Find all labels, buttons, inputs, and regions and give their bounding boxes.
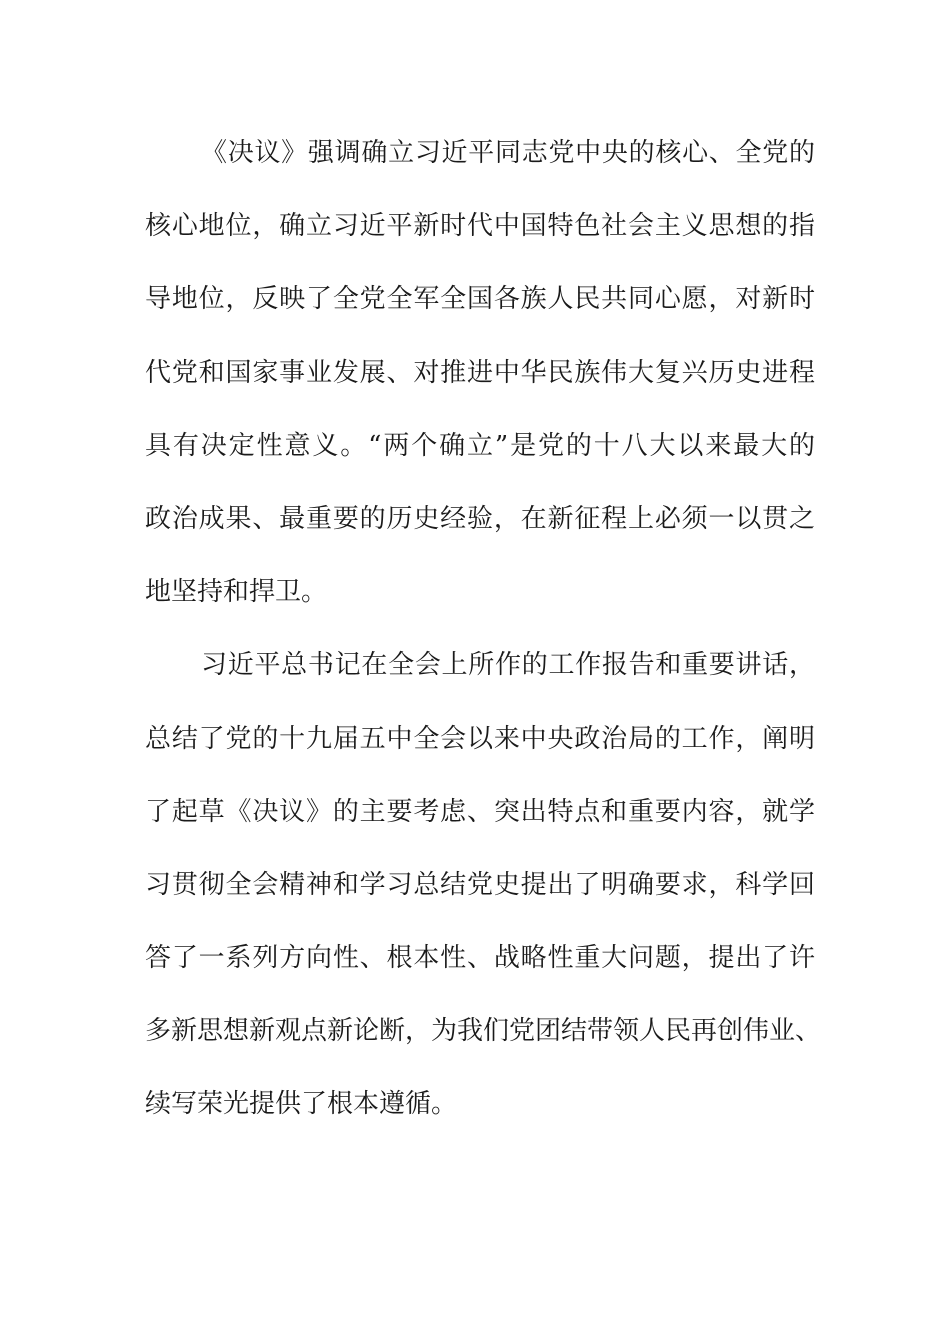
text-line: 地坚持和捍卫。 <box>145 577 328 608</box>
paragraph-2 <box>145 636 822 1148</box>
paragraph-1 <box>145 124 815 636</box>
text-line: 代党和国家事业发展、对推进中华民族伟大复兴历史进程 <box>145 357 815 388</box>
text-line: 总结了党的十九届五中全会以来中央政治局的工作，阐明 <box>145 723 815 754</box>
text-line: 核心地位，确立习近平新时代中国特色社会主义思想的指 <box>145 211 815 242</box>
text-line: 具有决定性意义。“两个确立”是党的十八大以来最大的 <box>145 430 815 461</box>
text-line: 习近平总书记在全会上所作的工作报告和重要讲话， <box>201 650 815 681</box>
text-line: 答了一系列方向性、根本性、战略性重大问题，提出了许 <box>145 943 815 974</box>
text-line: 政治成果、最重要的历史经验，在新征程上必须一以贯之 <box>145 503 815 534</box>
document-body <box>145 124 822 1149</box>
text-line: 续写荣光提供了根本遵循。 <box>145 1089 458 1120</box>
text-line: 习贯彻全会精神和学习总结党史提出了明确要求，科学回 <box>145 869 815 900</box>
text-line: 了起草《决议》的主要考虑、突出特点和重要内容，就学 <box>145 796 815 827</box>
text-line: 导地位，反映了全党全军全国各族人民共同心愿，对新时 <box>145 284 815 315</box>
text-line: 《决议》强调确立习近平同志党中央的核心、全党的 <box>201 138 815 168</box>
text-line: 多新思想新观点新论断，为我们党团结带领人民再创伟业、 <box>145 1016 822 1047</box>
